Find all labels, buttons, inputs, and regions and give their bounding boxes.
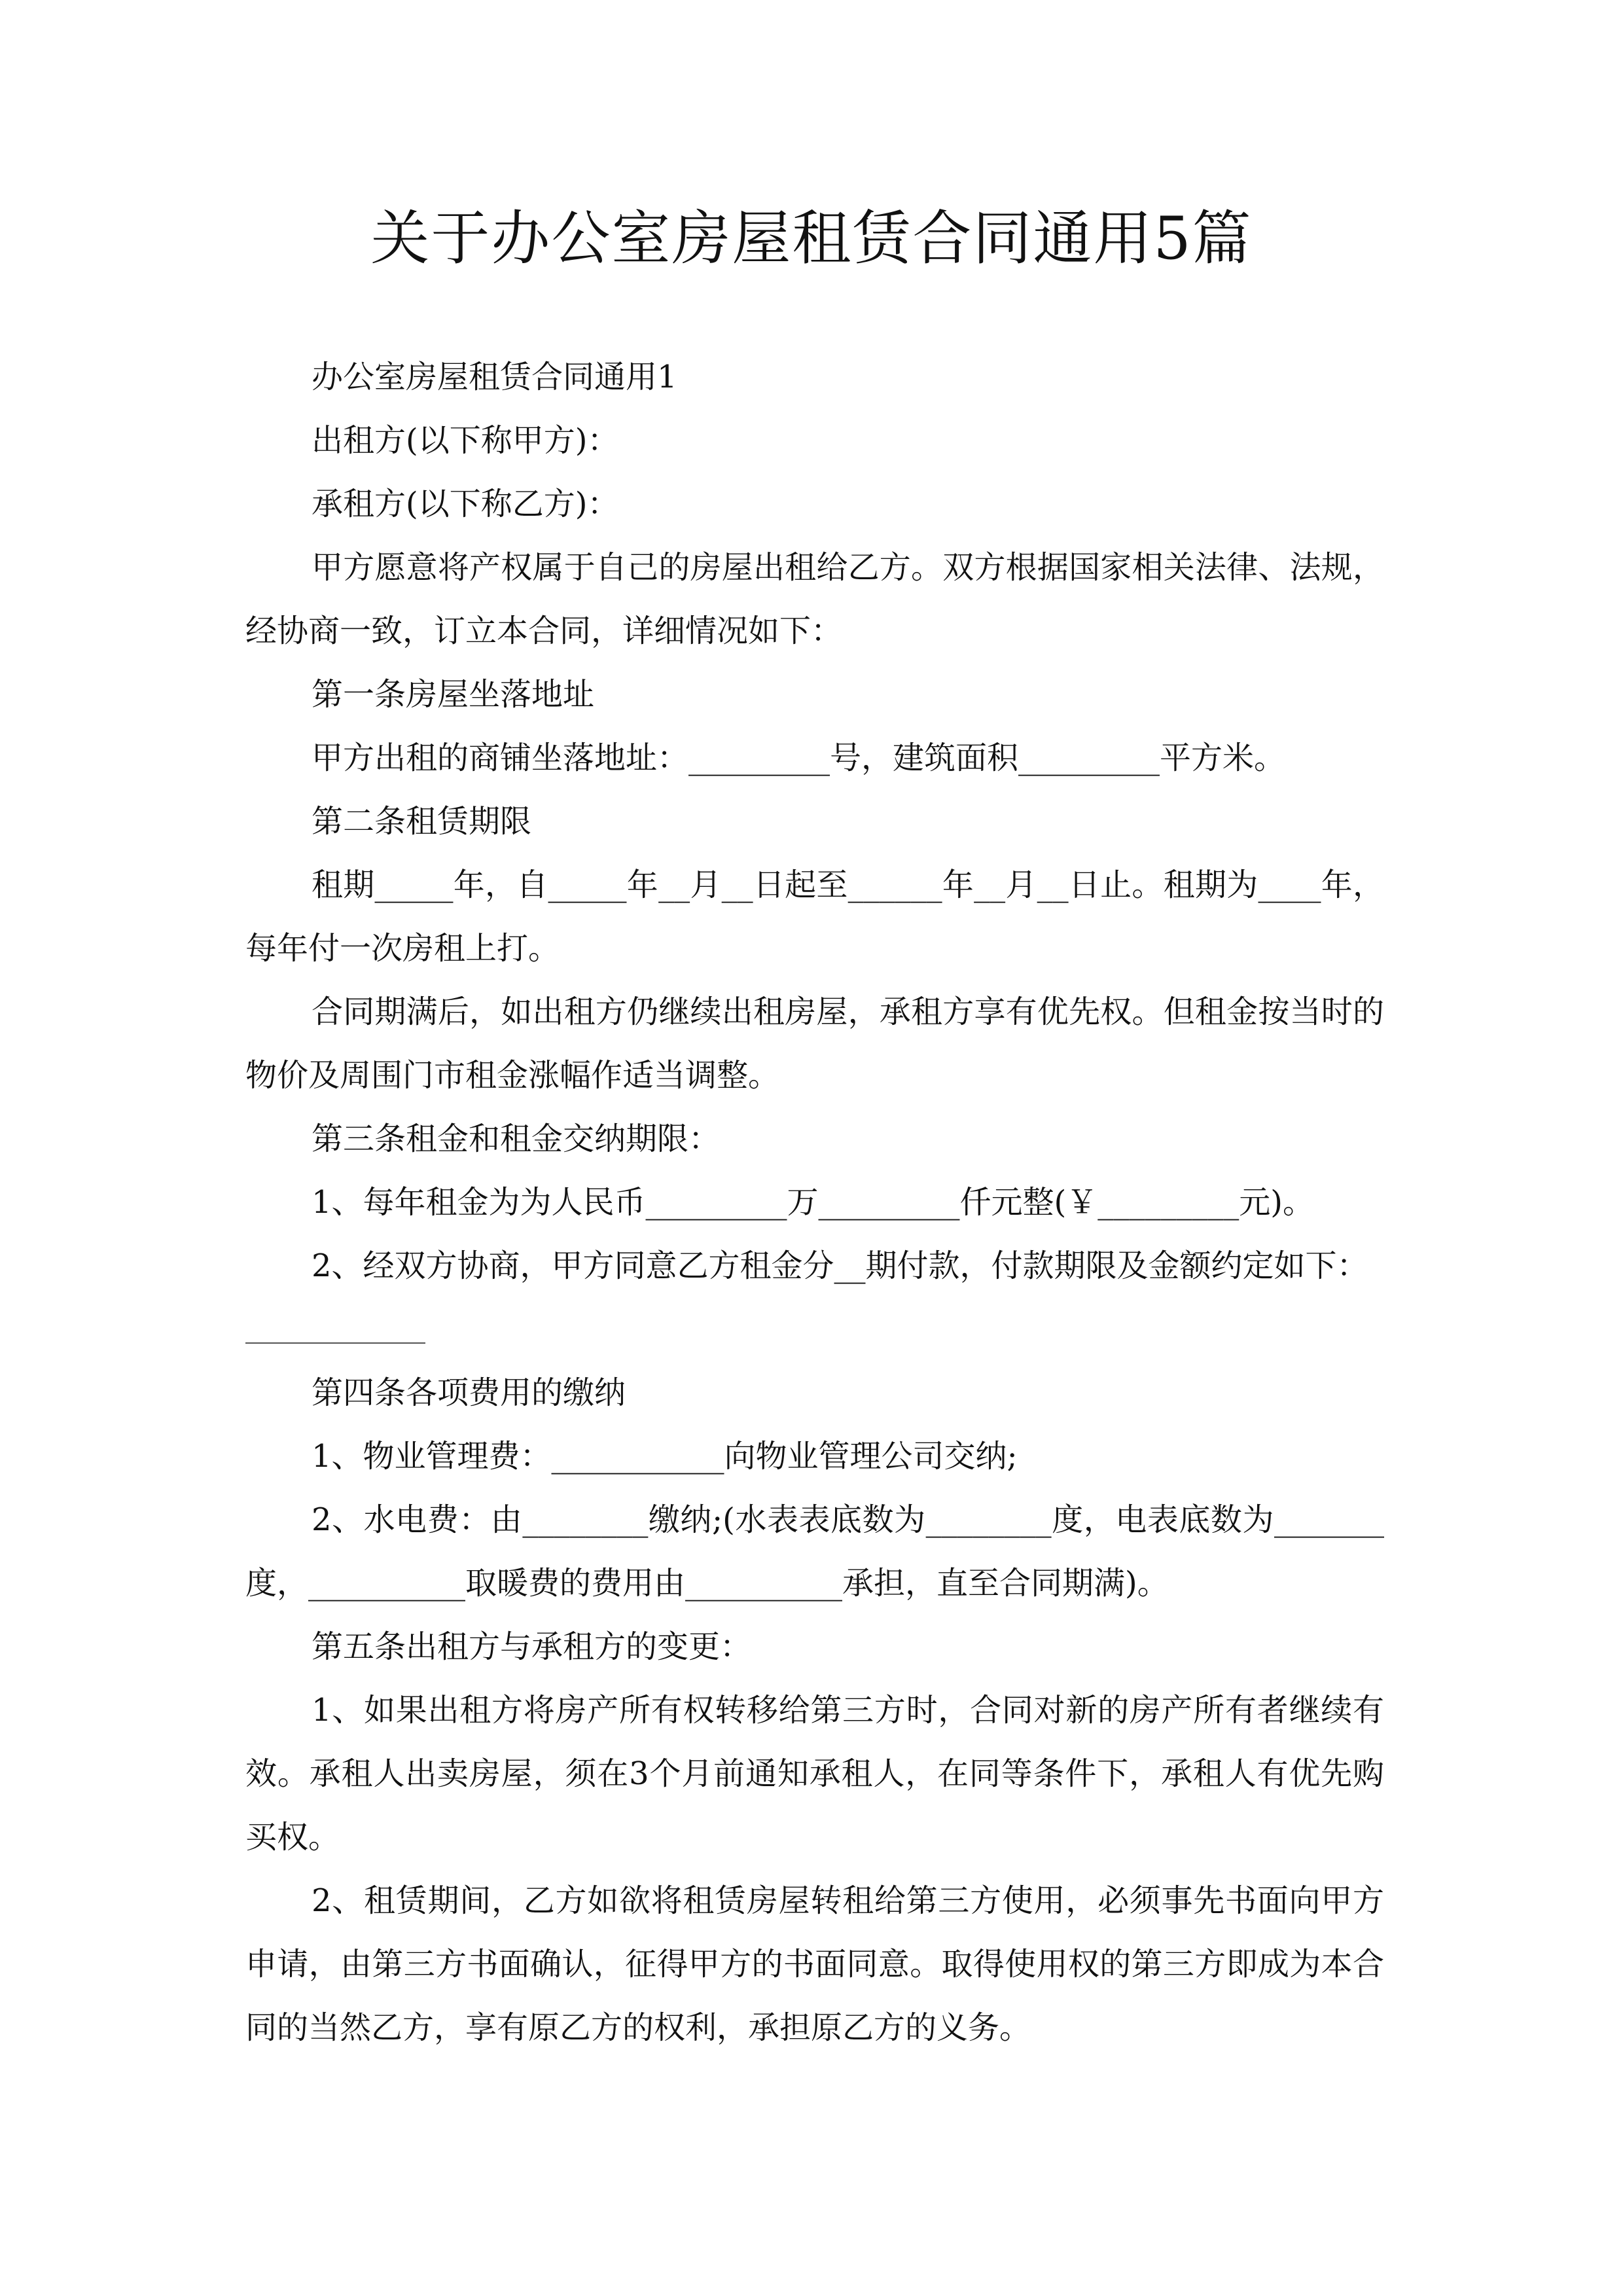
article-2-heading: 第二条租赁期限 [312, 803, 532, 840]
article-3-heading: 第三条租金和租金交纳期限： [312, 1121, 721, 1157]
blank-separator [245, 1298, 1384, 1361]
lessor-line: 出租方(以下称甲方)： [312, 422, 619, 459]
document-title: 关于办公室房屋租赁合同通用5篇 [370, 204, 1253, 273]
lease-term-paragraph: 租期_____年，自_____年__月__日起至______年__月__日止。租期为____年，每年付一次房租上打。 [245, 867, 1384, 967]
rent-amount-line: 1、每年租金为为人民币_________万_________仟元整(￥_________元)。 [312, 1184, 1314, 1221]
utilities-paragraph: 2、水电费：由________缴纳;(水表表底数为________度，电表底数为_______度，__________取暖费的费用由__________承担，直至合同期满)。 [245, 1501, 1384, 1602]
article-5-heading: 第五条出租方与承租方的变更： [312, 1628, 752, 1665]
renewal-paragraph: 合同期满后，如出租方仍继续出租房屋，承租方享有优先权。但租金按当时的物价及周围门市租金涨幅作适当调整。 [245, 994, 1384, 1094]
article-1-heading: 第一条房屋坐落地址 [312, 676, 595, 713]
article-4-heading: 第四条各项费用的缴纳 [312, 1374, 626, 1411]
ownership-transfer-paragraph: 1、如果出租方将房产所有权转移给第三方时，合同对新的房产所有者继续有效。承租人出卖房屋，须在3个月前通知承租人，在同等条件下，承租人有优先购买权。 [245, 1692, 1384, 1856]
intro-paragraph: 甲方愿意将产权属于自己的房屋出租给乙方。双方根据国家相关法律、法规，经协商一致，订立本合同，详细情况如下： [245, 549, 1384, 649]
contract-heading: 办公室房屋租赁合同通用1 [312, 359, 677, 395]
document-body [245, 346, 1384, 2060]
sublease-paragraph: 2、租赁期间，乙方如欲将租赁房屋转租给第三方使用，必须事先书面向甲方申请，由第三方书面确认，征得甲方的书面同意。取得使用权的第三方即成为本合同的当然乙方，享有原乙方的权利，承担原乙方的义务。 [245, 1882, 1384, 2046]
blank-underline [245, 1342, 425, 1344]
installment-line: 2、经双方协商，甲方同意乙方租金分__期付款，付款期限及金额约定如下： [312, 1247, 1368, 1284]
property-fee-line: 1、物业管理费：___________向物业管理公司交纳; [312, 1438, 1018, 1475]
lessee-line: 承租方(以下称乙方)： [312, 486, 619, 522]
address-line: 甲方出租的商铺坐落地址：_________号，建筑面积_________平方米。 [312, 740, 1286, 776]
